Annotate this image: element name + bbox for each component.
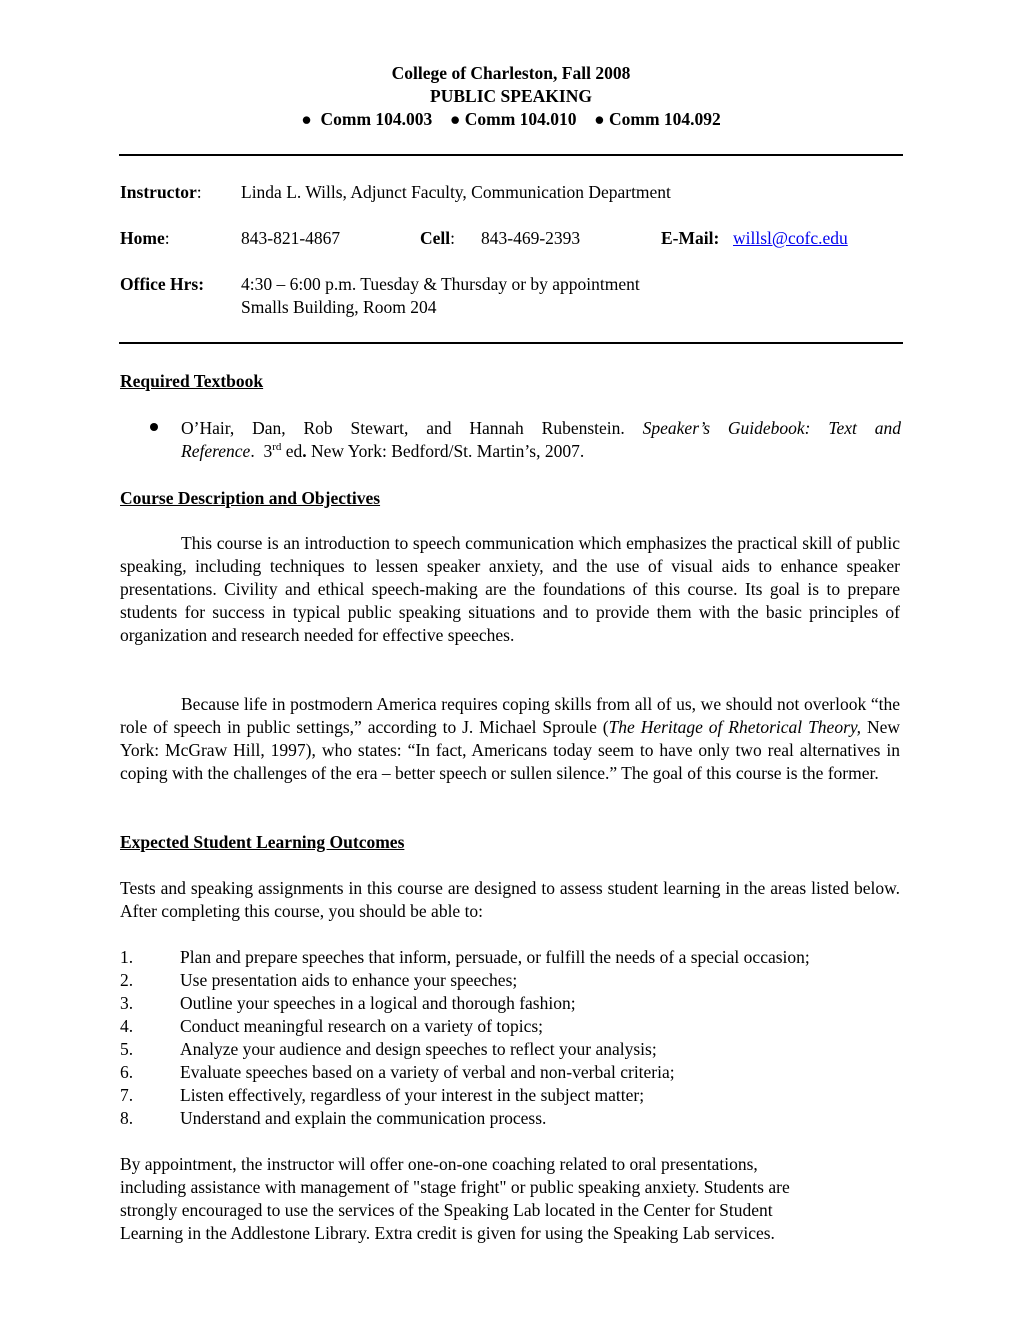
- bullet-icon: ●: [594, 109, 605, 129]
- coaching-line: By appointment, the instructor will offer one-on-one coaching related to oral presentations,: [120, 1154, 758, 1174]
- course-section: Comm 104.003: [320, 109, 433, 129]
- textbook-heading: Required Textbook: [120, 371, 264, 391]
- email-label: E-Mail:: [661, 228, 720, 248]
- header-course-title: PUBLIC SPEAKING: [430, 86, 592, 106]
- description-paragraph-2: Because life in postmodern America requires coping skills from all of us, we should not overlook “the role of speech in public settings,” according to J. Michael Sproule (The Heritage of Rhetorical Theory, New York: McGraw Hill, 1997), who states: “In fact, Americans today seem to have only two real alternatives in coping with the challenges of the era – better speech or sullen silence.” The goal of this course is the former.: [120, 694, 900, 783]
- coaching-paragraph: [120, 1153, 910, 1245]
- syllabus-page: College of Charleston, Fall 2008 PUBLIC SPEAKING ● Comm 104.003 ● Comm 104.010 ● Comm 104.092 Instructor: Linda L. Wills, Adjunct Faculty, Communication Department Home: 843-821-4867 Cell: 843-469-2393 E-Mail: willsl@cofc.edu Office Hrs: 4:30 – 6:00 p.m. Tuesday & Thursday or by appointment Smalls Building, Room 204 Required Textbook O’Hair, Dan, Rob Stewart, and Hannah Rubenstein. Speaker’s Guidebook: Text and Reference. 3rd ed. New York: Bedford/St. Martin’s, 2007. Course Description and Objectives This course is an introduction to speech communication which emphasizes the practical skill of public speaking, including techniques to lessen speaker anxiety, and the use of visual aids to enhance speaker presentations. Civility and ethical speech-making are the foundations of this course. Its goal is to prepare students for success in typical public speaking situations and to provide them with the basic principles of organization and research needed for effective speeches. Because life in postmodern America requires coping skills from all of us, we should not overlook “the role of speech in public settings,” according to J. Michael Sproule (The Heritage of Rhetorical Theory, New York: McGraw Hill, 1997), who states: “In fact, Americans today seem to have only two real alternatives in coping with the challenges of the era – better speech or sullen silence.” The goal of this course is the former. Expected Student Learning Outcomes Tests and speaking assignments in this course are designed to assess student learning in the areas listed below. After completing this course, you should be able to: 1. Plan and prepare speeches that inform, persuade, or fulfill the needs of a special occasion; 2. Use presentation aids to enhance your speeches; 3. Outline your speeches in a logical and thorough fashion; 4. Conduct meaningful research on a variety of topics; 5. Analyze your audience and design speeches to reflect your analysis; 6. Evaluate speeches based on a variety of verbal and non-verbal criteria; 7. Listen effectively, regardless of your interest in the subject matter; 8. Understand and explain the communication process. By appointment, the instructor will offer one-on-one coaching related to oral presentations, including assistance with management of "stage fright" or public speaking anxiety. Students are strongly encouraged to use the services of the Speaking Lab located in the Center for Student Learning in the Addlestone Library. Extra credit is given for using the Speaking Lab services.: [0, 0, 1020, 1320]
- course-section: Comm 104.092: [609, 109, 721, 129]
- instructor-label: Instructor:: [120, 182, 202, 202]
- divider-top: [119, 154, 903, 156]
- bullet-icon: ●: [449, 109, 461, 129]
- email-link[interactable]: willsl@cofc.edu: [733, 228, 848, 248]
- coaching-line: strongly encouraged to use the services of the Speaking Lab located in the Center for Student: [120, 1200, 773, 1220]
- instructor-value: Linda L. Wills, Adjunct Faculty, Communication Department: [241, 182, 671, 202]
- outcomes-intro: Tests and speaking assignments in this course are designed to assess student learning in the areas listed below. After completing this course, you should be able to:: [120, 878, 900, 921]
- coaching-line: Learning in the Addlestone Library. Extra credit is given for using the Speaking Lab services.: [120, 1223, 775, 1243]
- citation-line-1: O’Hair, Dan, Rob Stewart, and Hannah Rubenstein. Speaker’s Guidebook: Text and: [181, 418, 902, 438]
- description-heading: Course Description and Objectives: [120, 488, 381, 508]
- cell-label: Cell:: [420, 228, 456, 248]
- coaching-line: including assistance with management of "stage fright" or public speaking anxiety. Students are: [120, 1177, 790, 1197]
- bullet-icon: [150, 423, 158, 431]
- divider-bottom: [119, 342, 903, 344]
- document-header: [120, 62, 902, 131]
- header-college-line: College of Charleston, Fall 2008: [391, 63, 631, 83]
- course-section: Comm 104.010: [464, 109, 577, 129]
- cell-phone: 843-469-2393: [481, 228, 581, 248]
- description-paragraph-1: This course is an introduction to speech communication which emphasizes the practical skill of public speaking, including techniques to lessen speaker anxiety, and the use of visual aids to enhance speaker presentations. Civility and ethical speech-making are the foundations of this course. Its goal is to prepare students for success in typical public speaking situations and to provide them with the basic principles of organization and research needed for effective speeches.: [120, 533, 900, 645]
- home-phone: 843-821-4867: [241, 228, 341, 248]
- home-label: Home:: [120, 228, 170, 248]
- header-course-sections: [120, 108, 902, 131]
- office-hours-label: Office Hrs:: [120, 274, 205, 294]
- citation-line-2: Reference. 3rd ed. New York: Bedford/St. Martin’s, 2007.: [181, 441, 585, 461]
- bullet-icon: ●: [301, 109, 312, 129]
- textbook-citation: [181, 417, 901, 463]
- outcomes-heading: Expected Student Learning Outcomes: [120, 832, 405, 852]
- office-location: Smalls Building, Room 204: [241, 297, 437, 317]
- office-hours-time: 4:30 – 6:00 p.m. Tuesday & Thursday or by appointment: [241, 274, 640, 294]
